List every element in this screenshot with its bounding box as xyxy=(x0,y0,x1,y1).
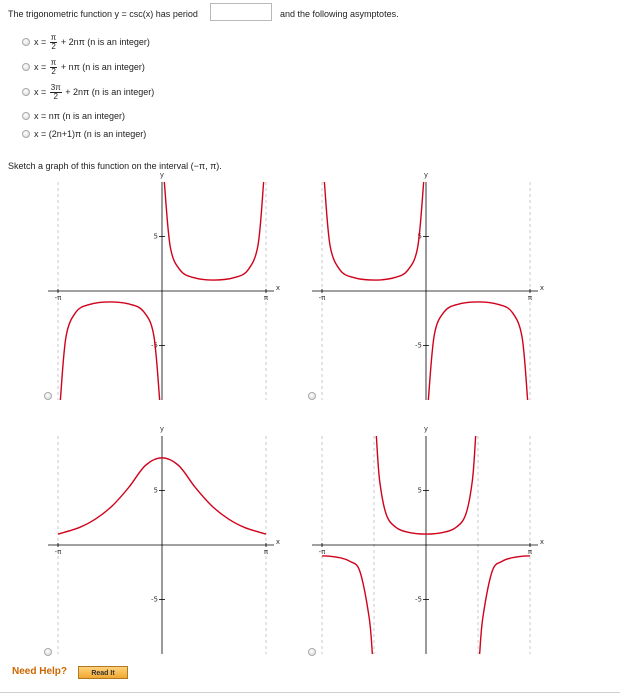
option-5-prefix: x = xyxy=(34,129,47,139)
asymptote-option-1-radio[interactable] xyxy=(22,38,30,46)
option-2-den: 2 xyxy=(51,67,56,76)
asymptote-option-2-label xyxy=(34,58,145,76)
x-axis-label: x xyxy=(275,284,281,292)
y-axis-label: y xyxy=(159,171,165,179)
y-tick-label-neg5: -5 xyxy=(151,341,158,350)
x-tick-label-pi: π xyxy=(527,548,533,556)
asymptote-option-5-label xyxy=(34,127,146,141)
x-axis-label: x xyxy=(539,284,545,292)
option-2-rest: + nπ (n is an integer) xyxy=(60,61,145,72)
option-4-prefix: x = xyxy=(34,111,47,121)
period-answer-input[interactable] xyxy=(210,3,272,21)
option-2-fraction xyxy=(50,59,58,76)
asymptote-option-1-label xyxy=(34,33,150,51)
option-1-prefix: x = xyxy=(34,36,47,47)
option-5-rest: (2n+1)π (n is an integer) xyxy=(48,129,147,139)
y-axis-label: y xyxy=(423,425,429,433)
question-intro: The trigonometric function y = csc(x) has period xyxy=(8,9,198,19)
graph-option-a xyxy=(44,168,284,404)
y-tick-label-neg5: -5 xyxy=(151,595,158,604)
y-tick-label-neg5: -5 xyxy=(415,595,422,604)
option-3-prefix: x = xyxy=(34,86,47,97)
curve-left-branch xyxy=(60,302,159,400)
graph-option-c xyxy=(44,422,284,658)
graph-d-svg xyxy=(308,422,548,658)
x-axis-label: x xyxy=(275,538,281,546)
graph-option-d xyxy=(308,422,548,658)
y-tick-label-5: 5 xyxy=(417,486,422,495)
y-tick-label-5: 5 xyxy=(417,232,422,241)
graph-option-c-radio[interactable] xyxy=(44,648,52,656)
question-tail: and the following asymptotes. xyxy=(280,9,399,19)
read-it-button[interactable]: Read It xyxy=(78,666,128,679)
option-1-fraction xyxy=(50,34,58,51)
y-tick-label-5: 5 xyxy=(153,232,158,241)
option-2-prefix: x = xyxy=(34,61,47,72)
graph-c-svg xyxy=(44,422,284,658)
x-tick-label-neg-pi: -π xyxy=(318,294,326,302)
option-3-rest: + 2nπ (n is an integer) xyxy=(65,86,155,97)
asymptote-option-3-label xyxy=(34,83,155,101)
asymptote-option-4-label xyxy=(34,109,125,123)
option-1-num: π xyxy=(50,33,57,42)
curve-right-branch xyxy=(480,556,530,654)
y-axis-label: y xyxy=(159,425,165,433)
y-axis-label: y xyxy=(423,171,429,179)
option-2-num: π xyxy=(50,58,57,67)
graph-option-b xyxy=(308,168,548,404)
option-4-rest: nπ (n is an integer) xyxy=(48,111,126,121)
x-axis-label: x xyxy=(539,538,545,546)
graph-a-svg xyxy=(44,168,284,404)
graph-option-b-radio[interactable] xyxy=(308,392,316,400)
curve-right-branch xyxy=(428,302,527,400)
option-1-rest: + 2nπ (n is an integer) xyxy=(60,36,150,47)
curve-left-branch xyxy=(324,182,423,280)
option-3-fraction xyxy=(50,84,62,101)
x-tick-label-neg-pi: -π xyxy=(54,548,62,556)
graph-option-d-radio[interactable] xyxy=(308,648,316,656)
curve-left-branch xyxy=(322,556,372,654)
option-1-den: 2 xyxy=(51,42,56,51)
option-3-num: 3π xyxy=(50,83,61,92)
option-3-den: 2 xyxy=(53,92,58,101)
sketch-prompt: Sketch a graph of this function on the interval (−π, π). xyxy=(8,161,222,171)
x-tick-label-neg-pi: -π xyxy=(318,548,326,556)
x-tick-label-pi: π xyxy=(527,294,533,302)
bottom-divider xyxy=(0,692,620,693)
asymptote-option-3-radio[interactable] xyxy=(22,88,30,96)
asymptote-option-5-radio[interactable] xyxy=(22,130,30,138)
graph-b-svg xyxy=(308,168,548,404)
curve-right-branch xyxy=(164,182,263,280)
x-tick-label-neg-pi: -π xyxy=(54,294,62,302)
y-tick-label-neg5: -5 xyxy=(415,341,422,350)
asymptote-option-2-radio[interactable] xyxy=(22,63,30,71)
y-tick-label-5: 5 xyxy=(153,486,158,495)
graph-option-a-radio[interactable] xyxy=(44,392,52,400)
asymptote-option-4-radio[interactable] xyxy=(22,112,30,120)
x-tick-label-pi: π xyxy=(263,294,269,302)
need-help-label: Need Help? xyxy=(12,666,68,677)
x-tick-label-pi: π xyxy=(263,548,269,556)
